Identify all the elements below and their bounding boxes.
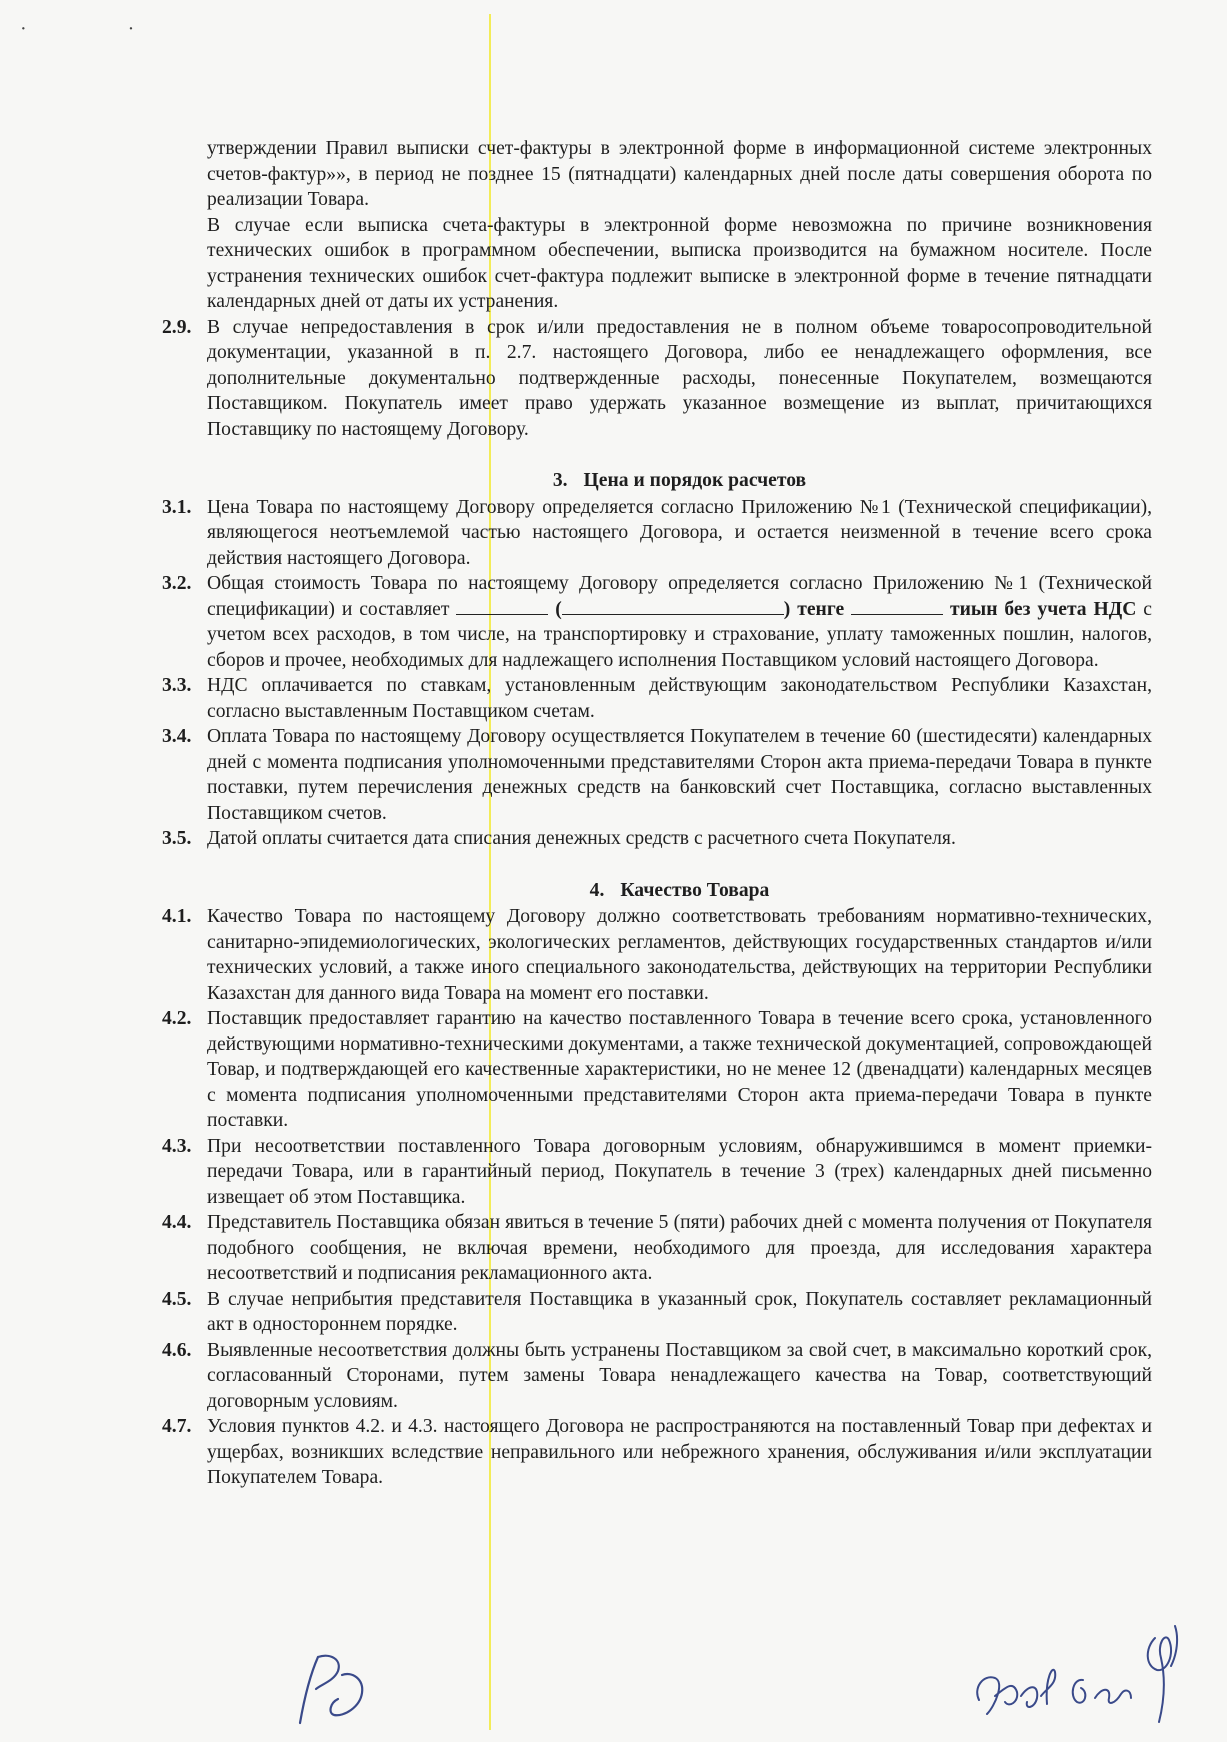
clause-number: 3.2. xyxy=(162,573,192,594)
clause-4-6 xyxy=(162,1338,1152,1415)
clause-4-1 xyxy=(162,904,1152,1006)
currency-label: ) тенге xyxy=(783,598,845,620)
left-signature-icon xyxy=(290,1645,390,1730)
clause-text: Представитель Поставщика обязан явиться в течение 5 (пяти) рабочих дней с момента получения от Покупателя подобного сообщения, не включая времени, необходимого для проезда, для исследования характера несоответствий и подписания рекламационного акта. xyxy=(207,1212,1152,1284)
clause-number: 3.5. xyxy=(162,828,192,849)
vat-note: тиын без учета НДС xyxy=(949,598,1137,620)
section-title: Цена и порядок расчетов xyxy=(583,470,807,491)
clause-number: 4.2. xyxy=(162,1008,192,1029)
scan-marks: · · xyxy=(20,18,183,40)
clause-text: Датой оплаты считается дата списания денежных средств с расчетного счета Покупателя. xyxy=(207,828,956,849)
section-number: 3. xyxy=(552,470,568,491)
clause-number: 4.1. xyxy=(162,906,192,927)
clause-text: Условия пунктов 4.2. и 4.3. настоящего Договора не распространяются на поставленный Товар при дефектах и ущербах, возникших вследствие неправильного или небрежного хранения, обслуживания и/или эксплуатации Покупателем Товара. xyxy=(207,1416,1152,1488)
amount-words-blank[interactable] xyxy=(562,598,784,615)
clause-4-2 xyxy=(162,1006,1152,1134)
clause-number: 3.4. xyxy=(162,726,192,747)
clause-text: Оплата Товара по настоящему Договору осуществляется Покупателем в течение 60 (шестидесяти) календарных дней с момента подписания уполномоченными представителями Сторон акта приема-передачи Товара в пункте поставки, путем перечисления денежных средств на банковский счет Поставщика, согласно выставленных Поставщиком счетов. xyxy=(207,726,1152,824)
clause-3-2 xyxy=(162,571,1152,673)
clause-number: 4.4. xyxy=(162,1212,192,1233)
paren-open: ( xyxy=(555,598,562,620)
clause-text: В случае непредоставления в срок и/или предоставления не в полном объеме товаросопроводительной документации, указанной в п. 2.7. настоящего Договора, либо ее ненадлежащего оформления, все дополнительные документально подтвержденные расходы, понесенные Покупателем, возмещаются Поставщиком. Покупатель имеет право удержать указанное возмещение из выплат, причитающихся Поставщику по настоящему Договору. xyxy=(207,316,1152,440)
clause-text: При несоответствии поставленного Товара договорным условиям, обнаружившимся в момент приемки-передачи Товара, или в гарантийный период, Покупатель в течение 3 (трех) календарных дней письменно извещает об этом Поставщика. xyxy=(207,1135,1152,1208)
clause-number: 4.7. xyxy=(162,1416,192,1437)
intro-paragraph-1: утверждении Правил выписки счет-фактуры в электронной форме в информационной системе электронных счетов-фактур»», в период не позднее 15 (пятнадцати) календарных дней после даты совершения оборота по реализации Товара. xyxy=(207,138,1152,210)
clause-number: 3.3. xyxy=(162,675,192,696)
clause-text: Выявленные несоответствия должны быть устранены Поставщиком за свой счет, в максимально короткий срок, согласованный Сторонами, путем замены Товара ненадлежащего качества на Товар, соответствующий договорным условиям. xyxy=(207,1339,1152,1412)
clause-number: 4.5. xyxy=(162,1288,192,1310)
clause-3-4 xyxy=(162,724,1152,826)
clause-4-3 xyxy=(162,1134,1152,1211)
clause-text: В случае неприбытия представителя Поставщика в указанный срок, Покупатель составляет рекламационный акт в одностороннем порядке. xyxy=(207,1288,1152,1335)
clause-text xyxy=(207,571,1152,673)
clause-3-1 xyxy=(162,495,1152,572)
clause-text-part-a: Общая стоимость Товара по настоящему Договору определяется согласно Приложению №1 (Технической спецификации) и составляет xyxy=(207,573,1152,620)
clause-text: Качество Товара по настоящему Договору должно соответствовать требованиям нормативно-технических, санитарно-эпидемиологических, экологических регламентов, действующих государственных стандартов и/или технических условий, а также иного специального законодательства, действующих на территории Республики Казахстан для данного вида Товара на момент его поставки. xyxy=(207,906,1152,1004)
clause-2-9 xyxy=(162,315,1152,443)
right-signatures-icon xyxy=(965,1618,1205,1733)
section-4-heading xyxy=(162,878,1152,904)
clause-4-4 xyxy=(162,1210,1152,1287)
clause-3-3 xyxy=(162,673,1152,724)
clause-4-7 xyxy=(162,1414,1152,1491)
amount-blank[interactable] xyxy=(456,598,548,615)
clause-number: 4.3. xyxy=(162,1135,192,1157)
document-body xyxy=(162,136,1152,1491)
clause-text-part-b: с учетом всех расходов, в том числе, на транспортировку и страхование, уплату таможенных пошлин, налогов, сборов и прочее, необходимых для надлежащего исполнения Поставщиком условий настоящего Договора. xyxy=(207,598,1152,671)
clause-text: Поставщик предоставляет гарантию на качество поставленного Товара в течение всего срока, установленного действующими нормативно-техническими документами, а также технической документацией, сопровождающей Товар, и подтверждающей его качественные характеристики, но не менее 12 (двенадцати) календарных месяцев с момента подписания уполномоченными представителями Сторон акта приема-передачи Товара в пункте поставки. xyxy=(207,1008,1152,1131)
clause-text: НДС оплачивается по ставкам, установленным действующим законодательством Республики Казахстан, согласно выставленным Поставщиком счетам. xyxy=(207,675,1152,722)
tiyn-blank[interactable] xyxy=(851,598,943,615)
clause-text: Цена Товара по настоящему Договору определяется согласно Приложению №1 (Технической спецификации), являющегося неотъемлемой частью настоящего Договора, и остается неизменной в течение всего срока действия настоящего Договора. xyxy=(207,496,1152,569)
clause-3-5 xyxy=(162,826,1152,852)
clause-number: 3.1. xyxy=(162,496,192,518)
intro-paragraph-2: В случае если выписка счета-фактуры в электронной форме невозможна по причине возникновения технических ошибок в программном обеспечении, выписка производится на бумажном носителе. После устранения технических ошибок счет-фактура подлежит выписке в электронной форме в течение пятнадцати календарных дней от даты их устранения. xyxy=(207,214,1152,312)
clause-number: 4.6. xyxy=(162,1339,192,1361)
section-title: Качество Товара xyxy=(620,879,770,901)
clause-number: 2.9. xyxy=(162,316,192,338)
section-number: 4. xyxy=(589,879,605,901)
section-3-heading xyxy=(162,468,1152,494)
clause-4-5 xyxy=(162,1287,1152,1338)
